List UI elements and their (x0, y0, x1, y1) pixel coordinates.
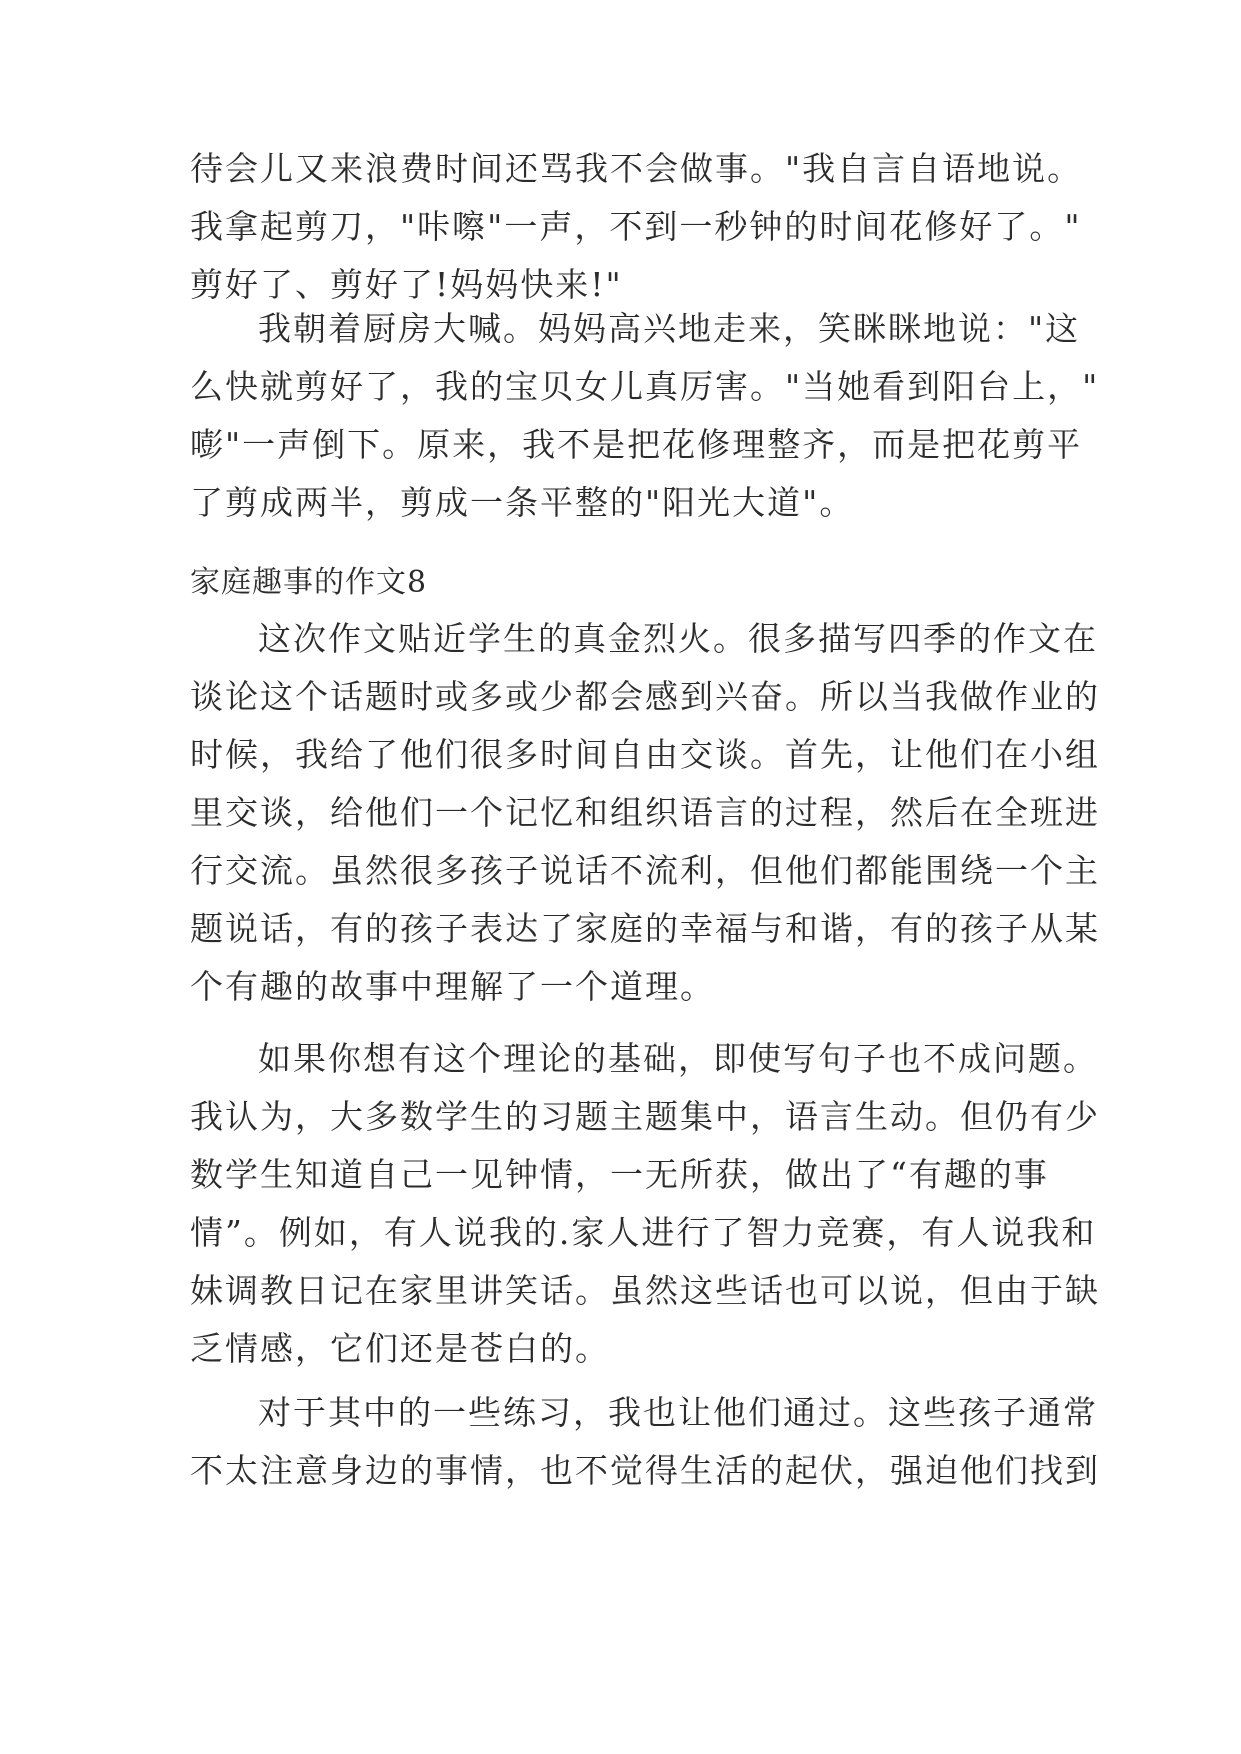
section-heading: 家庭趣事的作文8 (190, 565, 428, 600)
text-line: 谈论这个话题时或多或少都会感到兴奋。所以当我做作业的 (190, 677, 1100, 716)
text-line: 待会儿又来浪费时间还骂我不会做事。"我自言自语地说。 (190, 149, 1083, 188)
text-line: 行交流。虽然很多孩子说话不流利，但他们都能围绕一个主 (190, 851, 1100, 890)
paragraph (190, 1384, 1100, 1500)
text-line: 了剪成两半，剪成一条平整的"阳光大道"。 (190, 483, 855, 522)
text-line: 不太注意身边的事情，也不觉得生活的起伏，强迫他们找到 (190, 1451, 1100, 1490)
text-line: 我朝着厨房大喊。妈妈高兴地走来，笑眯眯地说："这 (258, 309, 1081, 348)
text-line: 这次作文贴近学生的真金烈火。很多描写四季的作文在 (258, 619, 1098, 658)
text-line: 时候，我给了他们很多时间自由交谈。首先，让他们在小组 (190, 735, 1100, 774)
text-line: 剪好了、剪好了!妈妈快来!" (190, 265, 623, 304)
text-line: 嘭"一声倒下。原来，我不是把花修理整齐，而是把花剪平 (190, 425, 1083, 464)
text-line: 情”。例如，有人说我的.家人进行了智力竞赛，有人说我和 (190, 1213, 1097, 1252)
text-line: 个有趣的故事中理解了一个道理。 (190, 967, 715, 1006)
text-line: 我拿起剪刀，"咔嚓"一声，不到一秒钟的时间花修好了。" (190, 207, 1082, 246)
paragraph (190, 1030, 1100, 1378)
paragraph (190, 610, 1100, 1016)
text-line: 么快就剪好了，我的宝贝女儿真厉害。"当她看到阳台上，" (190, 367, 1100, 406)
paragraph-continuation (190, 140, 1083, 314)
text-line: 数学生知道自己一见钟情，一无所获，做出了“有趣的事 (190, 1155, 1049, 1194)
text-line: 对于其中的一些练习，我也让他们通过。这些孩子通常 (258, 1393, 1098, 1432)
paragraph (190, 300, 1100, 532)
text-line: 我认为，大多数学生的习题主题集中，语言生动。但仍有少 (190, 1097, 1100, 1136)
text-line: 如果你想有这个理论的基础，即使写句子也不成问题。 (258, 1039, 1098, 1078)
text-line: 妹调教日记在家里讲笑话。虽然这些话也可以说，但由于缺 (190, 1271, 1100, 1310)
text-line: 题说话，有的孩子表达了家庭的幸福与和谐，有的孩子从某 (190, 909, 1100, 948)
text-line: 乏情感，它们还是苍白的。 (190, 1329, 610, 1368)
text-line: 里交谈，给他们一个记忆和组织语言的过程，然后在全班进 (190, 793, 1100, 832)
